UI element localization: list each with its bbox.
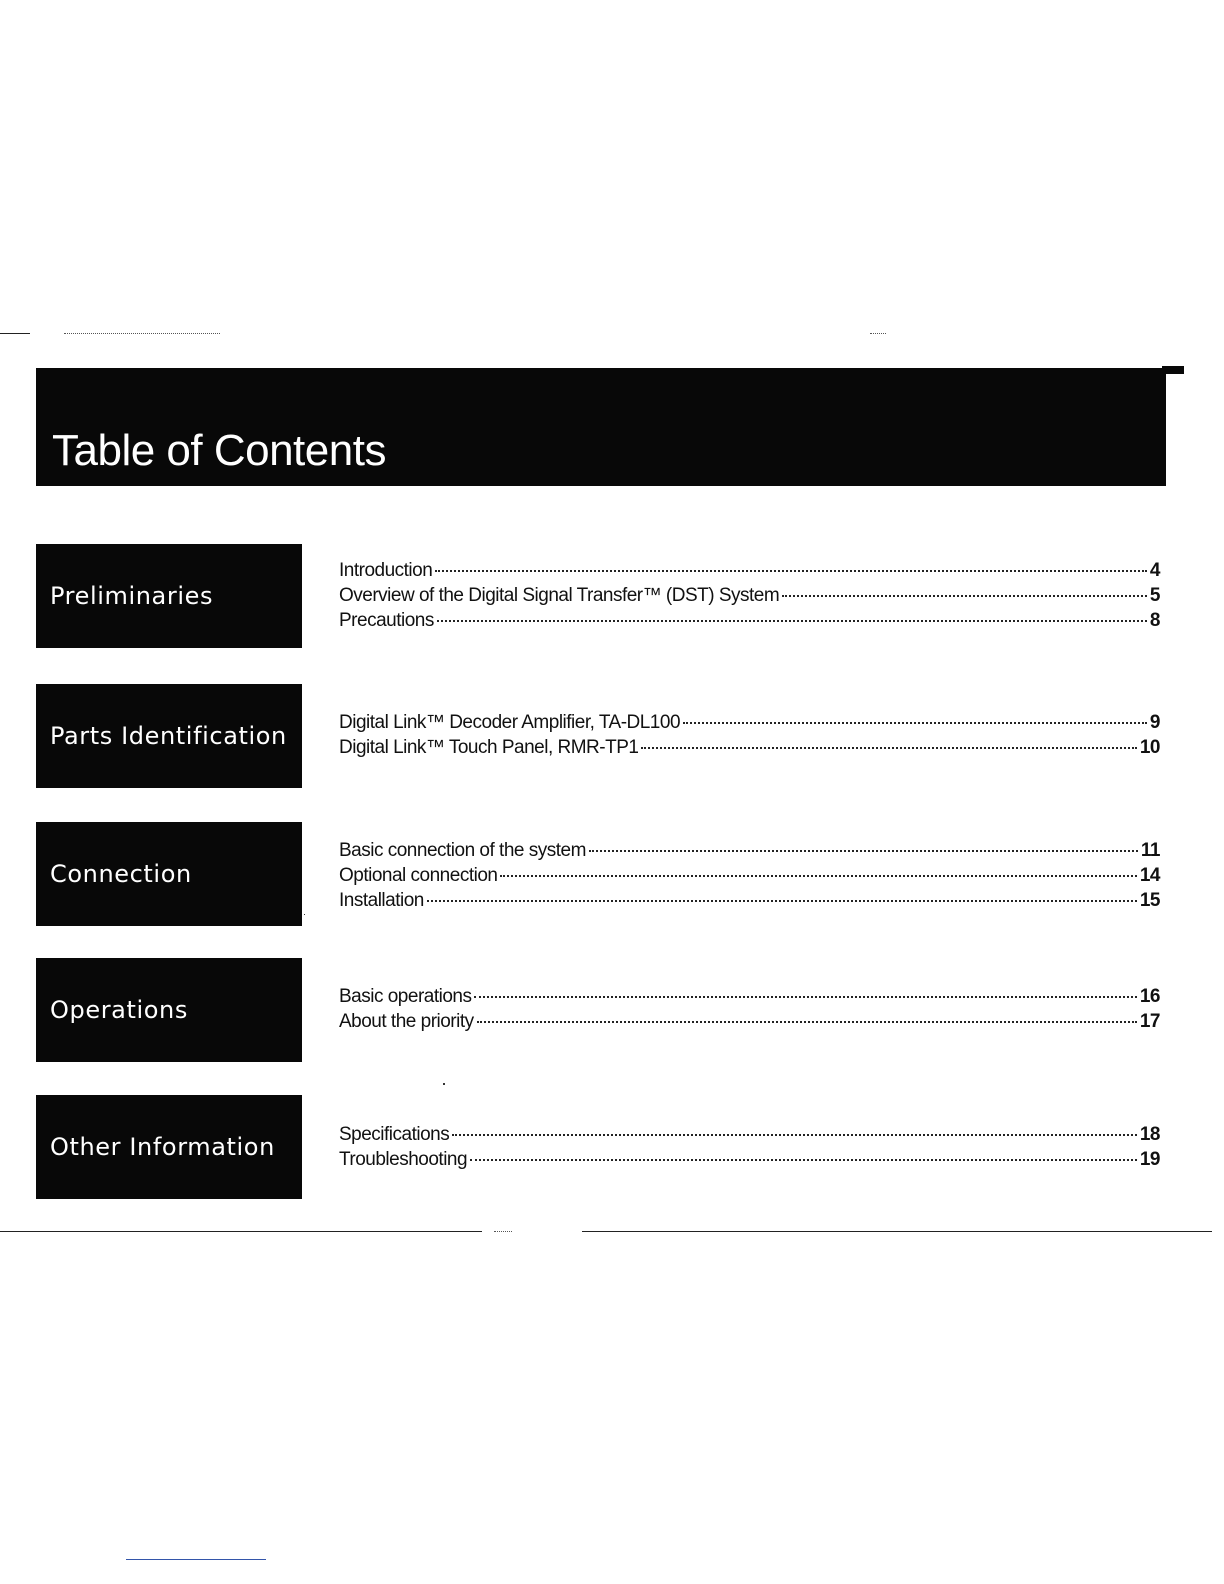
section-tab-label: Connection <box>50 860 192 888</box>
bottom-rule-right <box>582 1231 1212 1232</box>
toc-entry[interactable] <box>339 888 1160 913</box>
toc-entry-page: 19 <box>1139 1149 1160 1170</box>
title-banner <box>36 368 1164 486</box>
toc-entry-page: 15 <box>1139 890 1160 911</box>
toc-entry-label: Digital Link™ Decoder Amplifier, TA-DL100 <box>339 712 681 733</box>
toc-entry[interactable] <box>339 984 1160 1009</box>
section-tab-operations <box>36 958 302 1062</box>
toc-list-preliminaries <box>339 558 1160 633</box>
dot-leader <box>437 620 1147 622</box>
dot-leader <box>683 722 1147 724</box>
top-left-rule <box>0 333 30 334</box>
bottom-rule-left <box>0 1231 482 1232</box>
top-dotted-rule <box>64 333 220 334</box>
section-tab-label: Parts Identification <box>50 722 287 750</box>
toc-entry[interactable] <box>339 583 1160 608</box>
toc-entry-label: Introduction <box>339 560 433 581</box>
toc-entry[interactable] <box>339 558 1160 583</box>
page-title: Table of Contents <box>52 426 386 475</box>
section-tab-connection <box>36 822 302 926</box>
toc-entry-label: Precautions <box>339 610 434 631</box>
toc-entry-page: 8 <box>1149 610 1160 631</box>
dot-leader <box>782 595 1147 597</box>
dot-leader <box>589 850 1138 852</box>
toc-entry-page: 4 <box>1149 560 1160 581</box>
toc-list-connection <box>339 838 1160 913</box>
section-tab-label: Operations <box>50 996 188 1024</box>
toc-list-operations <box>339 984 1160 1034</box>
toc-entry-label: Basic operations <box>339 986 472 1007</box>
toc-entry[interactable] <box>339 1147 1160 1172</box>
section-tab-parts-identification <box>36 684 302 788</box>
toc-entry-page: 18 <box>1139 1124 1160 1145</box>
toc-entry-page: 10 <box>1139 737 1160 758</box>
toc-entry-label: Installation <box>339 890 424 911</box>
toc-entry-page: 11 <box>1140 840 1160 861</box>
toc-entry[interactable] <box>339 1122 1160 1147</box>
dot-leader <box>500 875 1136 877</box>
toc-entry-label: Troubleshooting <box>339 1149 468 1170</box>
toc-entry[interactable] <box>339 1009 1160 1034</box>
toc-entry[interactable] <box>339 838 1160 863</box>
section-tab-label: Preliminaries <box>50 582 214 610</box>
toc-entry-label: Basic connection of the system <box>339 840 586 861</box>
toc-entry[interactable] <box>339 710 1160 735</box>
toc-entry-page: 16 <box>1139 986 1160 1007</box>
top-right-dots <box>870 333 886 334</box>
dot-leader <box>470 1159 1137 1161</box>
toc-entry[interactable] <box>339 735 1160 760</box>
dot-leader <box>452 1134 1137 1136</box>
dot-leader <box>641 747 1136 749</box>
dot-leader <box>427 900 1137 902</box>
toc-list-other-information <box>339 1122 1160 1172</box>
scan-speck <box>443 1083 445 1085</box>
toc-entry-label: Digital Link™ Touch Panel, RMR-TP1 <box>339 737 639 758</box>
toc-entry[interactable] <box>339 863 1160 888</box>
title-banner-edge <box>1162 366 1166 486</box>
toc-entry-label: Optional connection <box>339 865 498 886</box>
toc-entry-page: 14 <box>1139 865 1160 886</box>
section-tab-preliminaries <box>36 544 302 648</box>
footer-short-rule <box>126 1559 266 1560</box>
dot-leader <box>474 996 1136 998</box>
section-tab-other-information <box>36 1095 302 1199</box>
toc-entry-page: 5 <box>1149 585 1160 606</box>
scan-speck <box>304 914 305 915</box>
section-tab-label: Other Information <box>50 1133 275 1161</box>
dot-leader <box>477 1021 1137 1023</box>
toc-entry-page: 9 <box>1149 712 1160 733</box>
toc-entry-label: About the priority <box>339 1011 474 1032</box>
toc-entry-label: Specifications <box>339 1124 450 1145</box>
toc-entry[interactable] <box>339 608 1160 633</box>
toc-list-parts-identification <box>339 710 1160 760</box>
toc-entry-label: Overview of the Digital Signal Transfer™ (DST) System <box>339 585 780 606</box>
bottom-rule-gap-dots <box>494 1231 512 1232</box>
dot-leader <box>435 570 1147 572</box>
toc-entry-page: 17 <box>1139 1011 1160 1032</box>
